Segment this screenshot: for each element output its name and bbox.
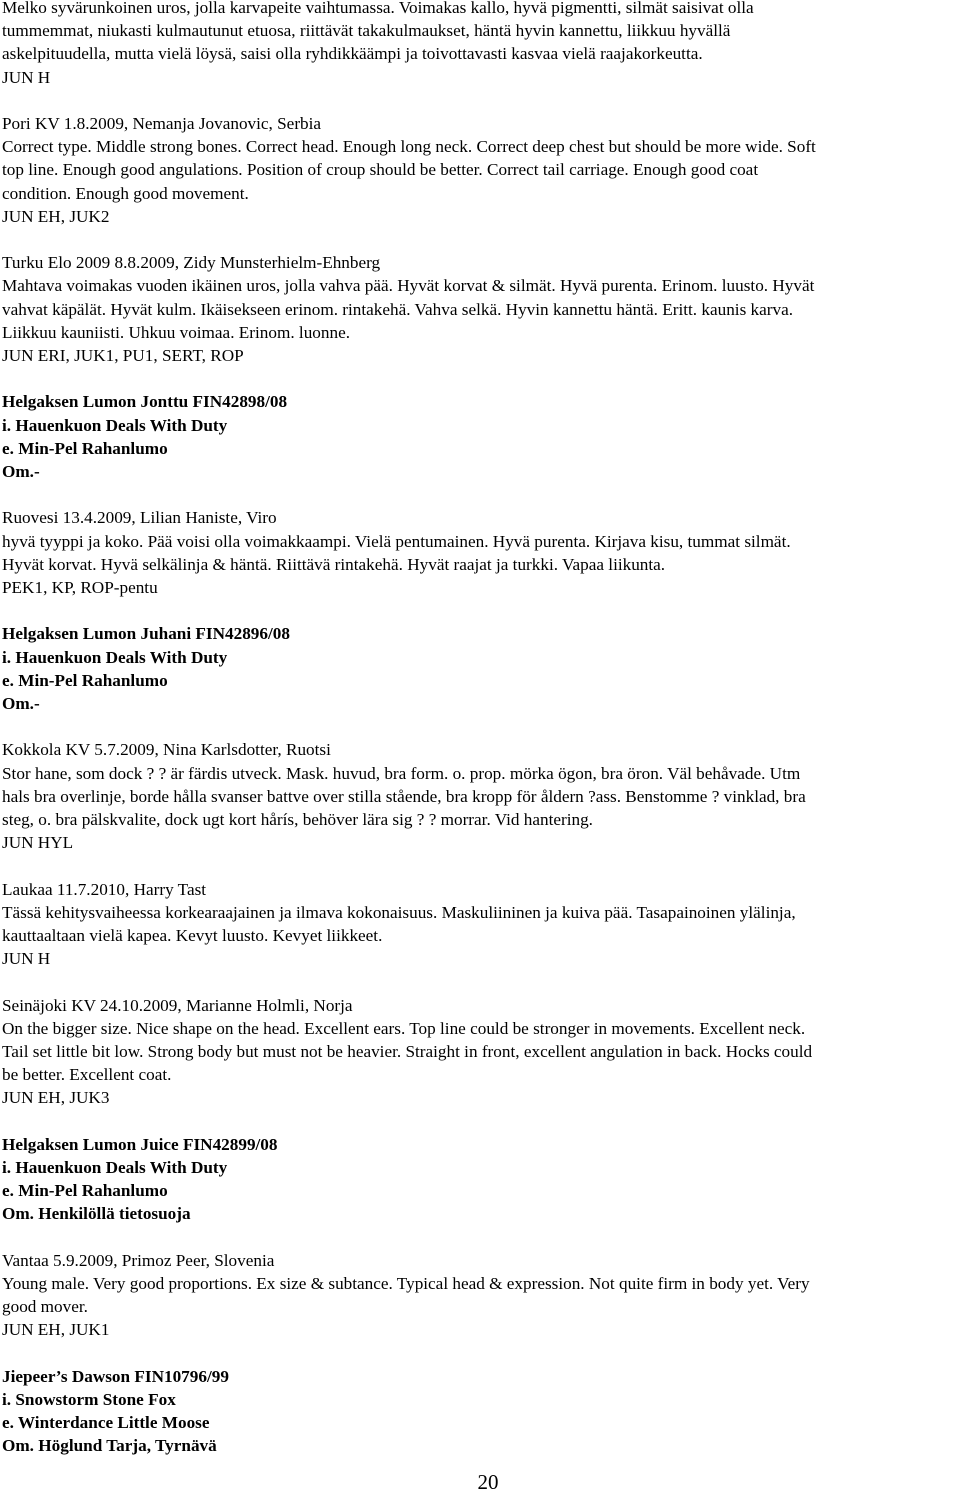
dog-owner: Om.- xyxy=(2,462,40,482)
text-line: Tail set little bit low. Strong body but must not be heavier. Straight in front, excellent angulation in back. Hocks could xyxy=(2,1042,813,1062)
dog-sire: i. Hauenkuon Deals With Duty xyxy=(2,1158,228,1178)
show-heading: Seinäjoki KV 24.10.2009, Marianne Holmli, Norja xyxy=(2,995,353,1015)
text-line: Melko syvärunkoinen uros, jolla karvapeite vaihtumassa. Voimakas kallo, hyvä pigmentti, silmät saisivat olla xyxy=(2,0,754,17)
result-line: JUN EH, JUK1 xyxy=(2,1320,110,1340)
dog-dam: e. Min-Pel Rahanlumo xyxy=(2,1181,168,1201)
text-line: On the bigger size. Nice shape on the head. Excellent ears. Top line could be stronger in movements. Excellent neck. xyxy=(2,1018,806,1038)
dog-dam: e. Min-Pel Rahanlumo xyxy=(2,438,168,458)
text-line: top line. Enough good angulations. Position of croup should be better. Correct tail carriage. Enough good coat xyxy=(2,160,759,180)
text-line: Stor hane, som dock ? ? är färdis utveck. Mask. huvud, bra form. o. prop. mörka ögon, bra öron. Väl behåvade. Utm xyxy=(2,763,801,783)
show-heading: Ruovesi 13.4.2009, Lilian Haniste, Viro xyxy=(2,508,277,528)
dog-name: Helgaksen Lumon Juhani FIN42896/08 xyxy=(2,624,290,644)
text-line: hyvä tyyppi ja koko. Pää voisi olla voimakkaampi. Vielä pentumainen. Hyvä purenta. Kirjava kisu, tummat silmät. xyxy=(2,531,791,551)
dog-name: Jiepeer’s Dawson FIN10796/99 xyxy=(2,1366,229,1386)
dog-name: Helgaksen Lumon Juice FIN42899/08 xyxy=(2,1134,278,1154)
show-heading: Turku Elo 2009 8.8.2009, Zidy Munsterhielm-Ehnberg xyxy=(2,253,381,273)
text-line: Correct type. Middle strong bones. Correct head. Enough long neck. Correct deep chest but should be more wide. Soft xyxy=(2,137,816,157)
dog-name: Helgaksen Lumon Jonttu FIN42898/08 xyxy=(2,392,288,412)
page-number: 20 xyxy=(477,1470,499,1494)
dog-owner: Om. Höglund Tarja, Tyrnävä xyxy=(2,1436,217,1456)
show-heading: Laukaa 11.7.2010, Harry Tast xyxy=(2,879,207,899)
text-line: hals bra overlinje, borde hålla svanser battve over stilla stående, bra kropp för åldern ?ass. Benstomme ? vinklad, bra xyxy=(2,786,806,806)
text-line: Mahtava voimakas vuoden ikäinen uros, jolla vahva pää. Hyvät korvat & silmät. Hyvä purenta. Erinom. luusto. Hyvät xyxy=(2,276,815,296)
result-line: JUN H xyxy=(2,67,51,87)
dog-owner: Om. Henkilöllä tietosuoja xyxy=(2,1204,191,1224)
text-line: good mover. xyxy=(2,1297,88,1317)
text-line: Hyvät korvat. Hyvä selkälinja & häntä. Riittävä rintakehä. Hyvät raajat ja turkki. Vapaa liikunta. xyxy=(2,554,666,574)
dog-owner: Om.- xyxy=(2,694,40,714)
dog-dam: e. Winterdance Little Moose xyxy=(2,1413,210,1433)
text-line: tummemmat, niukasti kulmautunut etuosa, riittävät takakulmaukset, häntä hyvin kannettu, liikkuu hyvällä xyxy=(2,21,731,41)
result-line: PEK1, KP, ROP-pentu xyxy=(2,578,158,598)
show-heading: Vantaa 5.9.2009, Primoz Peer, Slovenia xyxy=(2,1250,275,1270)
result-line: JUN H xyxy=(2,949,51,969)
text-line: Young male. Very good proportions. Ex size & subtance. Typical head & expression. Not quite firm in body yet. Very xyxy=(2,1274,810,1294)
dog-sire: i. Hauenkuon Deals With Duty xyxy=(2,415,228,435)
show-heading: Pori KV 1.8.2009, Nemanja Jovanovic, Serbia xyxy=(2,114,322,133)
text-line: vahvat käpälät. Hyvät kulm. Ikäisekseen erinom. rintakehä. Vahva selkä. Hyvin kannettu häntä. Eritt. kaunis karva. xyxy=(2,299,794,319)
text-line: steg, o. bra pälskvalite, dock ugt kort hårís, behöver lära sig ? ? morrar. Vid hantering. xyxy=(2,810,593,830)
text-line: condition. Enough good movement. xyxy=(2,183,249,203)
document-page xyxy=(2,0,956,1458)
result-line: JUN HYL xyxy=(2,833,74,853)
text-line: be better. Excellent coat. xyxy=(2,1065,172,1085)
dog-sire: i. Snowstorm Stone Fox xyxy=(2,1390,176,1410)
show-heading: Kokkola KV 5.7.2009, Nina Karlsdotter, Ruotsi xyxy=(2,740,331,760)
text-line: Tässä kehitysvaiheessa korkearaajainen ja ilmava kokonaisuus. Maskuliininen ja kuiva pää. Tasapainoinen ylälinja, xyxy=(2,902,796,922)
result-line: JUN ERI, JUK1, PU1, SERT, ROP xyxy=(2,346,244,366)
text-line: kauttaaltaan vielä kapea. Kevyt luusto. Kevyet liikkeet. xyxy=(2,926,383,946)
dog-sire: i. Hauenkuon Deals With Duty xyxy=(2,647,228,667)
dog-dam: e. Min-Pel Rahanlumo xyxy=(2,670,168,690)
result-line: JUN EH, JUK3 xyxy=(2,1088,110,1108)
text-line: askelpituudella, mutta vielä löysä, saisi olla ryhdikkäämpi ja toivottavasti kasvaa vielä raajakorkeutta. xyxy=(2,44,703,64)
text-line: Liikkuu kauniisti. Uhkuu voimaa. Erinom. luonne. xyxy=(2,322,351,342)
result-line: JUN EH, JUK2 xyxy=(2,206,110,226)
